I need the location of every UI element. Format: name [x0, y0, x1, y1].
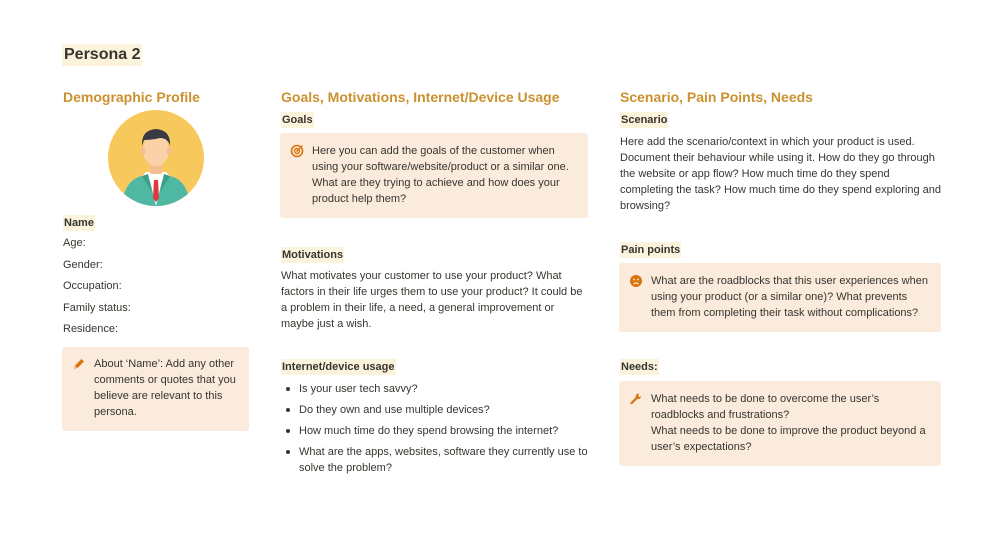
name-callout [62, 347, 249, 431]
motivations-label: Motivations [282, 249, 344, 261]
needs-line-1: What needs to be done to overcome the user’s roadblocks and frustrations? [651, 393, 880, 421]
scenario-label: Scenario [621, 114, 668, 126]
pain-points-text: What are the roadblocks that this user experiences when using your product (or a similar one)? What prevents them from completing their task without complications? [651, 275, 928, 319]
field-gender: Gender: [63, 258, 103, 271]
field-occupation: Occupation: [63, 280, 122, 292]
field-age: Age: [63, 237, 86, 249]
sad-face-icon [629, 274, 643, 288]
page-title: Persona 2 [62, 44, 142, 66]
field-family-status: Family status: [63, 301, 131, 314]
pain-points-label: Pain points [621, 244, 681, 256]
name-label: Name [64, 217, 94, 229]
needs-label: Needs: [621, 361, 658, 373]
target-icon [290, 144, 304, 158]
list-item: Do they own and use multiple devices? [299, 402, 591, 418]
field-residence: Residence: [63, 323, 119, 335]
needs-callout [619, 381, 941, 466]
goals-section-heading: Goals, Motivations, Internet/Device Usage [281, 89, 560, 105]
demographic-heading: Demographic Profile [63, 89, 200, 105]
persona-avatar [108, 110, 204, 206]
goals-column [281, 88, 593, 481]
pain-points-callout [619, 263, 941, 332]
wrench-icon [629, 392, 643, 406]
goals-label: Goals [282, 114, 313, 126]
demographic-column [63, 88, 255, 431]
usage-list [281, 381, 591, 476]
goals-text: Here you can add the goals of the customer when using your software/website/product or a similar one. What are they trying to achieve and how does your product help them? [312, 145, 569, 205]
name-callout-text: About ‘Name’: Add any other comments or quotes that you believe are relevant to this persona. [94, 357, 236, 418]
scenario-text: Here add the scenario/context in which your product is used. Document their behaviour while using it. How do they go through the website or app flow? How much time do they spend completing the task? How much time do they spend exploring and browsing? [620, 136, 942, 212]
scenario-section-heading: Scenario, Pain Points, Needs [620, 89, 813, 105]
needs-line-2: What needs to be done to improve the product beyond a user’s expectations? [651, 425, 926, 453]
businessman-icon [108, 110, 204, 206]
scenario-column [620, 88, 944, 466]
list-item: How much time do they spend browsing the internet? [299, 423, 591, 439]
motivations-text: What motivates your customer to use your product? What factors in their life urges them to use your product? It could be a problem in their life, a need, a general improvement or maybe just a wish. [281, 270, 583, 330]
usage-label: Internet/device usage [282, 361, 395, 373]
needs-text [651, 391, 929, 455]
pencil-icon [72, 357, 86, 371]
goals-callout [280, 133, 588, 218]
list-item: What are the apps, websites, software they currently use to solve the problem? [299, 444, 591, 476]
list-item: Is your user tech savvy? [299, 381, 591, 397]
